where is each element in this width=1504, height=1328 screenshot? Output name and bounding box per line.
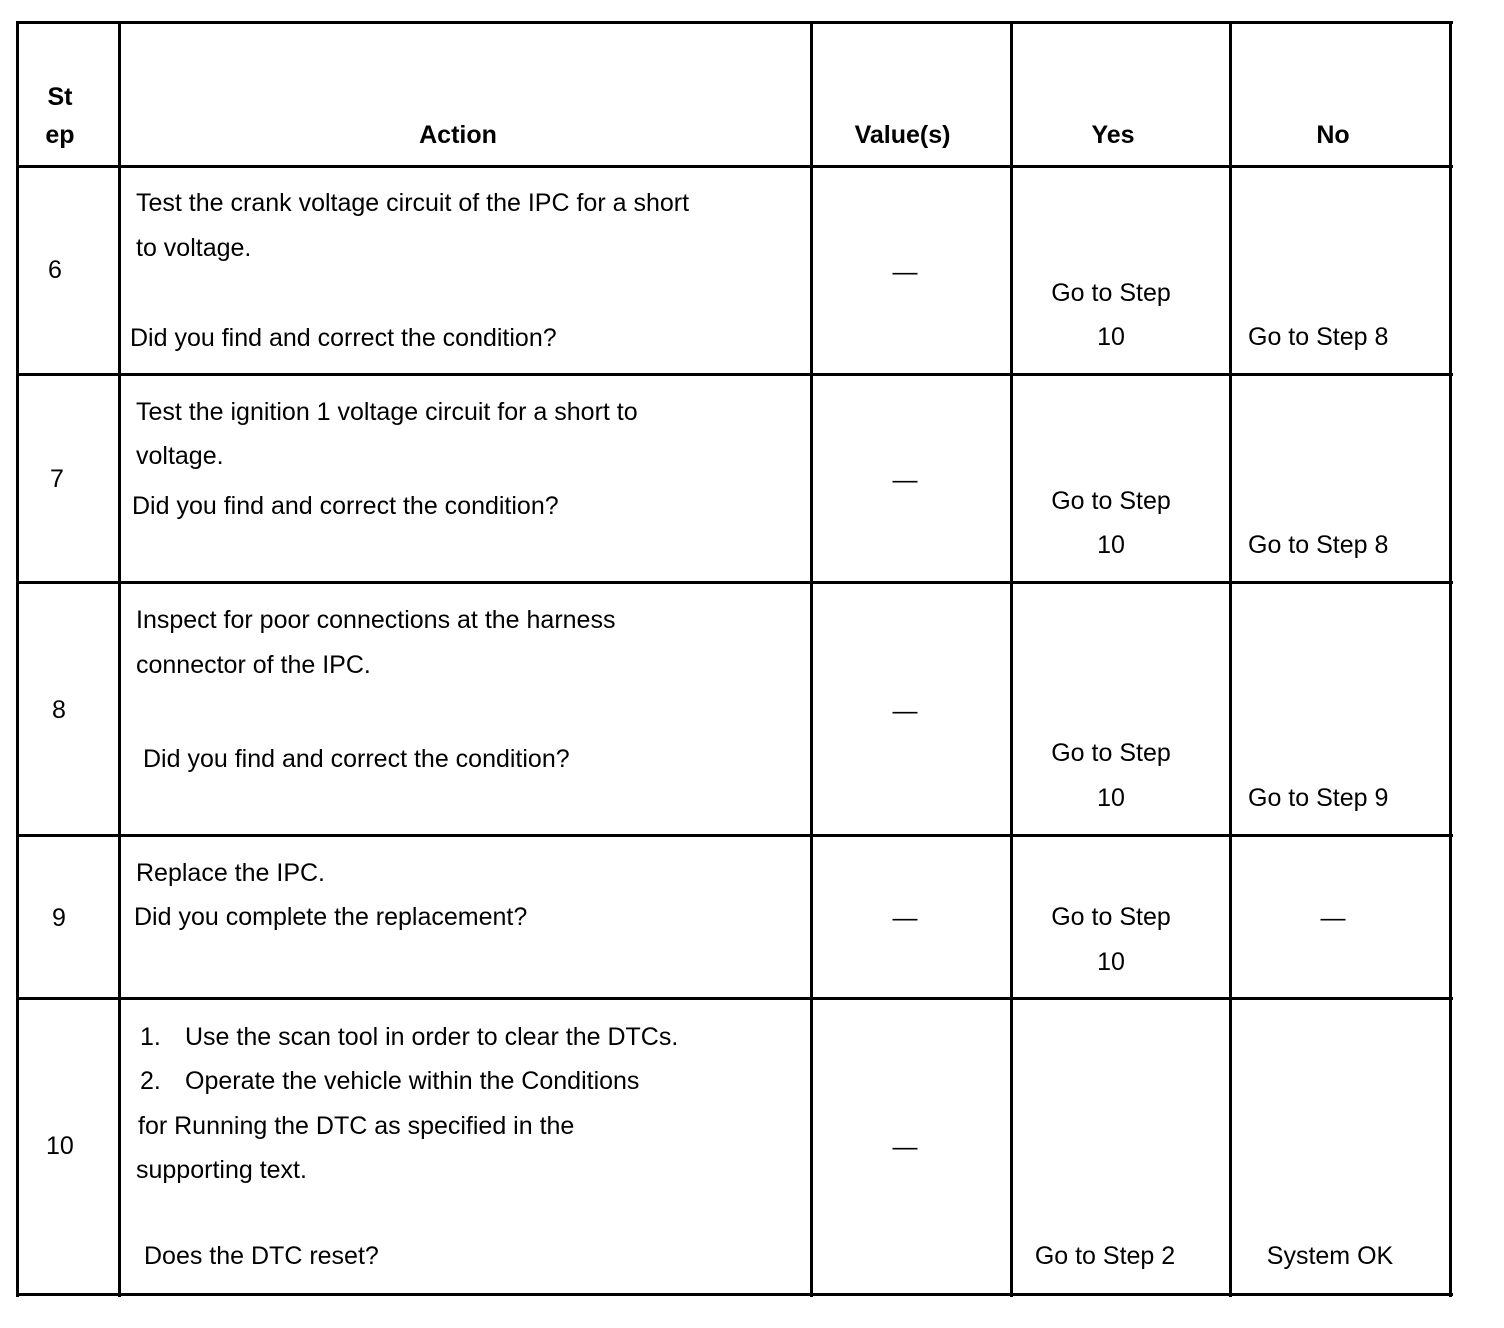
column-divider <box>1229 21 1232 1297</box>
header-yes: Yes <box>1091 121 1135 149</box>
yes-result: Go to Step <box>1051 487 1171 515</box>
yes-result: Go to Step <box>1051 903 1171 931</box>
action-question: Did you find and correct the condition? <box>143 745 570 773</box>
row-divider <box>16 373 1453 376</box>
header-row-divider <box>16 165 1453 168</box>
action-text: Inspect for poor connections at the harness <box>136 606 616 634</box>
header-step-line1: St <box>47 83 73 111</box>
action-text: for Running the DTC as specified in the <box>138 1112 575 1140</box>
step-number: 9 <box>52 904 66 932</box>
list-item-text: Operate the vehicle within the Conditions <box>185 1067 640 1095</box>
action-question: Does the DTC reset? <box>144 1242 379 1270</box>
action-text: Test the ignition 1 voltage circuit for a short to <box>136 398 638 426</box>
row-divider <box>16 997 1453 1000</box>
list-item-number: 1. <box>140 1023 161 1051</box>
list-item-number: 2. <box>140 1067 161 1095</box>
yes-result: 10 <box>1097 323 1125 351</box>
table-border-left <box>16 21 19 1297</box>
action-text: connector of the IPC. <box>136 651 371 679</box>
yes-result: 10 <box>1097 531 1125 559</box>
column-divider <box>810 21 813 1297</box>
header-step-line2: ep <box>45 121 75 149</box>
action-text: to voltage. <box>136 234 252 262</box>
step-number: 7 <box>50 465 64 493</box>
table-border-top <box>16 21 1453 24</box>
yes-result: 10 <box>1097 948 1125 976</box>
column-divider <box>1010 21 1013 1297</box>
action-text: Replace the IPC. <box>136 859 325 887</box>
header-values: Value(s) <box>854 121 951 149</box>
yes-result: Go to Step <box>1051 739 1171 767</box>
step-number: 6 <box>48 256 62 284</box>
value-dash: — <box>892 466 918 494</box>
column-divider <box>118 21 121 1297</box>
step-number: 8 <box>52 696 66 724</box>
no-result: Go to Step 8 <box>1248 323 1389 351</box>
no-result: Go to Step 9 <box>1248 784 1389 812</box>
table-border-right <box>1449 21 1452 1297</box>
header-no: No <box>1316 121 1350 149</box>
action-text: voltage. <box>136 442 224 470</box>
step-number: 10 <box>46 1132 74 1160</box>
row-divider <box>16 834 1453 837</box>
action-question: Did you complete the replacement? <box>134 903 528 931</box>
header-action: Action <box>419 121 497 149</box>
action-text: supporting text. <box>136 1156 307 1184</box>
no-result: Go to Step 8 <box>1248 531 1389 559</box>
action-question: Did you find and correct the condition? <box>130 324 557 352</box>
yes-result: Go to Step <box>1051 279 1171 307</box>
yes-result: 10 <box>1097 784 1125 812</box>
no-result: System OK <box>1266 1242 1394 1270</box>
value-dash: — <box>892 697 918 725</box>
value-dash: — <box>892 904 918 932</box>
table-border-bottom <box>16 1293 1453 1296</box>
yes-result: Go to Step 2 <box>1034 1242 1176 1270</box>
value-dash: — <box>892 1133 918 1161</box>
no-dash: — <box>1320 904 1346 932</box>
row-divider <box>16 581 1453 584</box>
action-question: Did you find and correct the condition? <box>132 492 559 520</box>
list-item-text: Use the scan tool in order to clear the DTCs. <box>185 1023 679 1051</box>
action-text: Test the crank voltage circuit of the IPC for a short <box>136 189 690 217</box>
value-dash: — <box>892 258 918 286</box>
